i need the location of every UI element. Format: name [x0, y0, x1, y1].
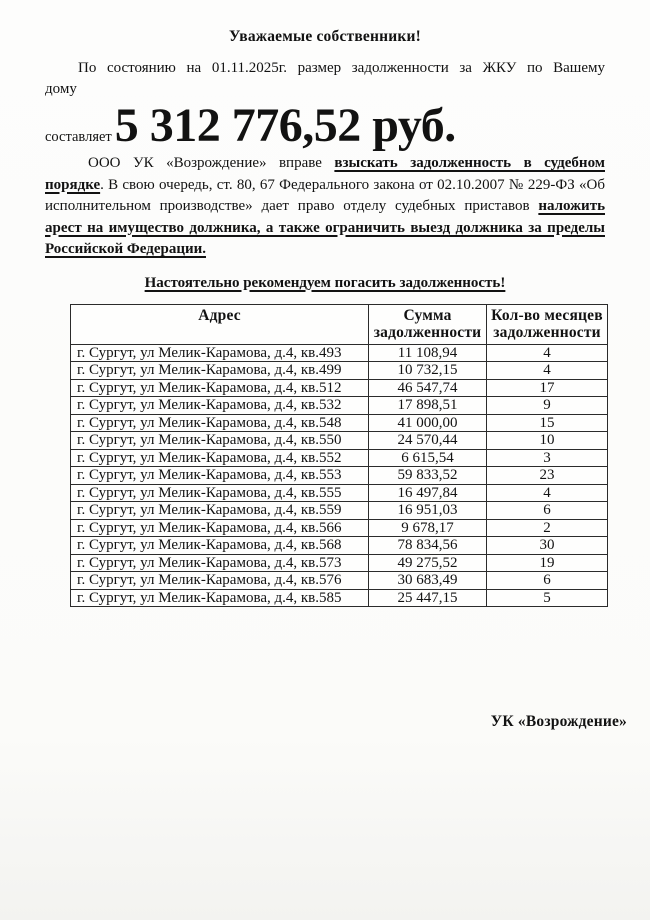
months-cell: 6 — [487, 502, 608, 520]
document-title: Уважаемые собственники! — [228, 28, 422, 45]
legal-emphasis-court-recovery: взыскать задолженность в судебном порядке — [45, 155, 605, 193]
address-cell: г. Сургут, ул Мелик-Карамова, д.4, кв.573 — [71, 554, 369, 572]
address-cell: г. Сургут, ул Мелик-Карамова, д.4, кв.548 — [71, 414, 369, 432]
signature-company-name: УК «Возрождение» — [490, 713, 627, 730]
address-cell: г. Сургут, ул Мелик-Карамова, д.4, кв.576 — [71, 572, 369, 590]
legal-paragraph — [45, 153, 605, 261]
table-row — [71, 432, 608, 450]
amount-cell: 17 898,51 — [369, 397, 487, 415]
months-cell: 19 — [487, 554, 608, 572]
column-header-amount: Сумма задолженности — [369, 304, 487, 344]
recommendation-line: Настоятельно рекомендуем погасить задолженность! — [144, 274, 506, 291]
amount-cell: 11 108,94 — [369, 344, 487, 362]
months-cell: 15 — [487, 414, 608, 432]
months-cell: 30 — [487, 537, 608, 555]
total-debt-amount: 5 312 776,52 руб. — [114, 99, 456, 152]
table-row — [71, 362, 608, 380]
address-cell: г. Сургут, ул Мелик-Карамова, д.4, кв.552 — [71, 449, 369, 467]
months-cell: 17 — [487, 379, 608, 397]
amount-cell: 25 447,15 — [369, 589, 487, 607]
amount-cell: 6 615,54 — [369, 449, 487, 467]
table-row — [71, 414, 608, 432]
table-row — [71, 484, 608, 502]
months-cell: 2 — [487, 519, 608, 537]
legal-emphasis-property-arrest: наложить арест на имущество должника, а также ограничить выезд должника за пределы Российской Федерации. — [45, 198, 605, 257]
table-row — [71, 537, 608, 555]
months-cell: 10 — [487, 432, 608, 450]
amount-cell: 16 951,03 — [369, 502, 487, 520]
address-cell: г. Сургут, ул Мелик-Карамова, д.4, кв.566 — [71, 519, 369, 537]
amount-cell: 78 834,56 — [369, 537, 487, 555]
amount-cell: 59 833,52 — [369, 467, 487, 485]
column-header-months: Кол-во месяцев задолженности — [487, 304, 608, 344]
table-row — [71, 397, 608, 415]
table-row — [71, 572, 608, 590]
address-cell: г. Сургут, ул Мелик-Карамова, д.4, кв.493 — [71, 344, 369, 362]
table-row — [71, 344, 608, 362]
address-cell: г. Сургут, ул Мелик-Карамова, д.4, кв.553 — [71, 467, 369, 485]
address-cell: г. Сургут, ул Мелик-Карамова, д.4, кв.499 — [71, 362, 369, 380]
debt-amount-line — [45, 99, 605, 152]
amount-cell: 46 547,74 — [369, 379, 487, 397]
table-row — [71, 589, 608, 607]
amount-cell: 30 683,49 — [369, 572, 487, 590]
amount-prefix-label: составляет — [45, 129, 112, 145]
address-cell: г. Сургут, ул Мелик-Карамова, д.4, кв.532 — [71, 397, 369, 415]
table-row — [71, 502, 608, 520]
legal-text-segment: . В свою очередь, ст. 80, 67 Федерального закона от 02.10.2007 № 229-ФЗ «Об исполнительном производстве» дает право отделу судебных приставов — [45, 176, 605, 214]
table-row — [71, 519, 608, 537]
legal-text-segment: ООО УК «Возрождение» вправе — [88, 155, 335, 171]
months-cell: 6 — [487, 572, 608, 590]
months-cell: 4 — [487, 344, 608, 362]
intro-paragraph: По состоянию на 01.11.2025г. размер задолженности за ЖКУ по Вашему дому — [45, 60, 605, 97]
address-cell: г. Сургут, ул Мелик-Карамова, д.4, кв.568 — [71, 537, 369, 555]
table-row — [71, 467, 608, 485]
months-cell: 9 — [487, 397, 608, 415]
amount-cell: 49 275,52 — [369, 554, 487, 572]
debt-table — [70, 304, 608, 608]
amount-cell: 24 570,44 — [369, 432, 487, 450]
amount-cell: 10 732,15 — [369, 362, 487, 380]
column-header-address: Адрес — [71, 304, 369, 344]
address-cell: г. Сургут, ул Мелик-Карамова, д.4, кв.512 — [71, 379, 369, 397]
months-cell: 4 — [487, 484, 608, 502]
months-cell: 5 — [487, 589, 608, 607]
amount-cell: 41 000,00 — [369, 414, 487, 432]
amount-cell: 16 497,84 — [369, 484, 487, 502]
address-cell: г. Сургут, ул Мелик-Карамова, д.4, кв.555 — [71, 484, 369, 502]
months-cell: 4 — [487, 362, 608, 380]
address-cell: г. Сургут, ул Мелик-Карамова, д.4, кв.559 — [71, 502, 369, 520]
amount-cell: 9 678,17 — [369, 519, 487, 537]
table-row — [71, 449, 608, 467]
address-cell: г. Сургут, ул Мелик-Карамова, д.4, кв.550 — [71, 432, 369, 450]
table-row — [71, 379, 608, 397]
months-cell: 23 — [487, 467, 608, 485]
table-header-row — [71, 304, 608, 344]
address-cell: г. Сургут, ул Мелик-Карамова, д.4, кв.585 — [71, 589, 369, 607]
months-cell: 3 — [487, 449, 608, 467]
table-row — [71, 554, 608, 572]
